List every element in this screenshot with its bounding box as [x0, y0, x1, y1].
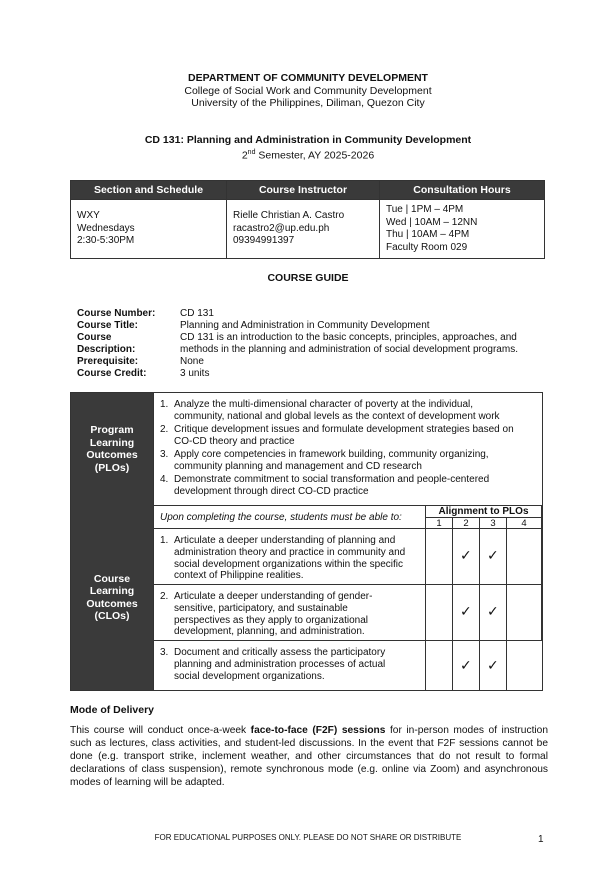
clo-item: 2. Articulate a deeper understanding of gender- sensitive, participatory, and sustainable perspectives as they apply to organizational development, planning, and administration.	[153, 585, 426, 641]
consultation-cell: Tue | 1PM – 4PM Wed | 10AM – 12NN Thu | 10AM – 4PM Faculty Room 029	[380, 200, 545, 259]
schedule-header-section: Section and Schedule	[71, 181, 227, 200]
semester-line: 2nd Semester, AY 2025-2026	[241, 149, 375, 162]
check-icon: ✓	[487, 548, 499, 564]
delivery-body: This course will conduct once-a-week face-to-face (F2F) sessions for in-person modes of instruction such as lectures, class activities, and student-led discussions. In the event that F2F sessions cannot be done (e.g. transport strike, inclement weather, and other circumstances that do not result to formal declarations of class suspension), remote synchronous mode (e.g. online via Zoom) and asynchronous modes of learning will be adapted.	[70, 725, 548, 788]
college-name: College of Social Work and Community Development	[184, 85, 432, 97]
schedule-header-instructor: Course Instructor	[227, 181, 380, 200]
plo-col-3: 3	[480, 518, 507, 529]
plo-label: Program Learning Outcomes (PLOs)	[71, 393, 153, 505]
check-icon: ✓	[460, 658, 472, 674]
instructor-cell: Rielle Christian A. Castro racastro2@up.edu.ph 09394991397	[227, 200, 380, 259]
university-name: University of the Philippines, Diliman, Quezon City	[191, 97, 425, 109]
delivery-title: Mode of Delivery	[70, 704, 155, 716]
footer-notice: FOR EDUCATIONAL PURPOSES ONLY. PLEASE DO NOT SHARE OR DISTRIBUTE	[154, 833, 462, 842]
clo-intro: Upon completing the course, students must be able to:	[153, 506, 426, 529]
schedule-header-consultation: Consultation Hours	[380, 181, 545, 200]
outcomes-table	[70, 392, 543, 691]
section-cell: WXY Wednesdays 2:30-5:30PM	[71, 200, 227, 259]
course-heading: CD 131: Planning and Administration in Community Development	[144, 134, 472, 146]
clo-item: 1. Articulate a deeper understanding of planning and administration theory and practice in community and social development organizations within the specific context of Philippine realities.	[153, 529, 426, 585]
department-name: DEPARTMENT OF COMMUNITY DEVELOPMENT	[188, 72, 428, 84]
plo-list: 1. Analyze the multi-dimensional character of poverty at the individual, community, national and global levels as the context of development work 2. Critique development issues and formulate development strategies based on CO-CD theory and practice 3. Apply core competencies in framework building, community organizing, community planning and management and CD research 4. Demonstrate commitment to social transformation and people-centered development through direct CO-CD practice	[153, 393, 542, 505]
instructor-email: racastro2@up.edu.ph	[233, 222, 330, 234]
course-guide-title: COURSE GUIDE	[267, 272, 349, 284]
schedule-table	[70, 180, 545, 259]
check-icon: ✓	[487, 604, 499, 620]
plo-col-4: 4	[507, 518, 542, 529]
plo-col-1: 1	[426, 518, 453, 529]
check-icon: ✓	[460, 604, 472, 620]
clo-item: 3. Document and critically assess the participatory planning and administration processes of actual social development organizations.	[153, 641, 426, 691]
check-icon: ✓	[460, 548, 472, 564]
clo-label: Course Learning Outcomes (CLOs)	[71, 505, 153, 690]
plo-col-2: 2	[453, 518, 480, 529]
clo-grid	[153, 505, 542, 691]
alignment-header: Alignment to PLOs	[426, 506, 542, 518]
check-icon: ✓	[487, 658, 499, 674]
page-number: 1	[538, 834, 544, 845]
